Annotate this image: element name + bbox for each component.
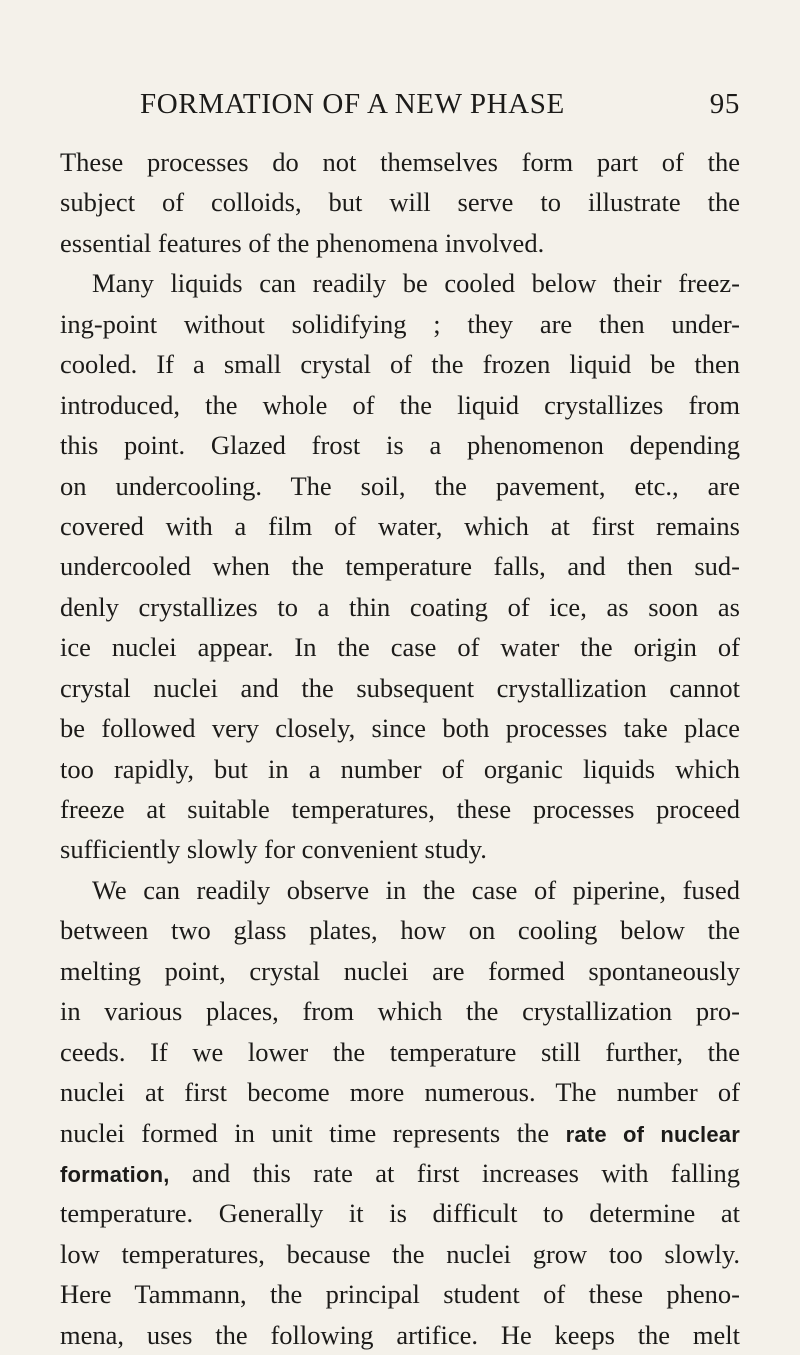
text-line: cooled. If a small crystal of the frozen liquid be then — [60, 349, 740, 380]
text-line: essential features of the phenomena involved. — [60, 227, 545, 258]
text-line: melting point, crystal nuclei are formed spontaneously — [60, 955, 740, 986]
text-line: on undercooling. The soil, the pavement, etc., are — [60, 470, 740, 501]
text-line: These processes do not themselves form part of the — [60, 147, 740, 177]
text-run: nuclei formed in unit time represents the — [60, 1117, 566, 1148]
text-line — [60, 1153, 740, 1193]
text-line: too rapidly, but in a number of organic liquids which — [60, 753, 740, 784]
text-line: Many liquids can readily be cooled below their freez- — [92, 268, 740, 299]
text-line: We can readily observe in the case of piperine, fused — [92, 874, 740, 905]
text-line: covered with a film of water, which at first remains — [60, 510, 740, 541]
text-line: mena, uses the following artifice. He keeps the melt — [60, 1319, 740, 1350]
text-line: in various places, from which the crystallization pro- — [60, 996, 740, 1027]
text-line: freeze at suitable temperatures, these processes proceed — [60, 794, 740, 824]
text-line: nuclei at first become more numerous. The number of — [60, 1077, 740, 1108]
emphasized-term: rate of nuclear — [565, 1121, 740, 1147]
text-line: between two glass plates, how on cooling below the — [60, 915, 740, 946]
text-line: crystal nuclei and the subsequent crystallization cannot — [60, 672, 740, 703]
text-line: ice nuclei appear. In the case of water the origin of — [60, 632, 740, 663]
text-line: temperature. Generally it is difficult to determine at — [60, 1198, 740, 1229]
text-line: this point. Glazed frost is a phenomenon depending — [60, 430, 740, 461]
text-line: sufficiently slowly for convenient study. — [60, 834, 487, 865]
page-number: 95 — [709, 88, 740, 120]
text-line: low temperatures, because the nuclei grow too slowly. — [60, 1238, 740, 1269]
text-line: subject of colloids, but will serve to illustrate the — [60, 187, 740, 218]
running-title: FORMATION OF A NEW PHASE — [140, 88, 565, 120]
text-line — [60, 1113, 740, 1153]
text-line: introduced, the whole of the liquid crystallizes from — [60, 389, 740, 420]
text-line: be followed very closely, since both processes take place — [60, 713, 740, 744]
running-head — [140, 88, 740, 128]
text-line: Here Tammann, the principal student of these pheno- — [60, 1279, 740, 1310]
text-run: and this rate at first increases with falling — [169, 1157, 740, 1188]
text-line: ceeds. If we lower the temperature still further, the — [60, 1036, 740, 1067]
body-text — [60, 142, 740, 1355]
text-line: denly crystallizes to a thin coating of ice, as soon as — [60, 591, 740, 622]
text-line: ing-point without solidifying ; they are then under- — [60, 308, 740, 339]
text-line: undercooled when the temperature falls, and then sud- — [60, 551, 740, 582]
emphasized-term: formation, — [60, 1161, 170, 1187]
